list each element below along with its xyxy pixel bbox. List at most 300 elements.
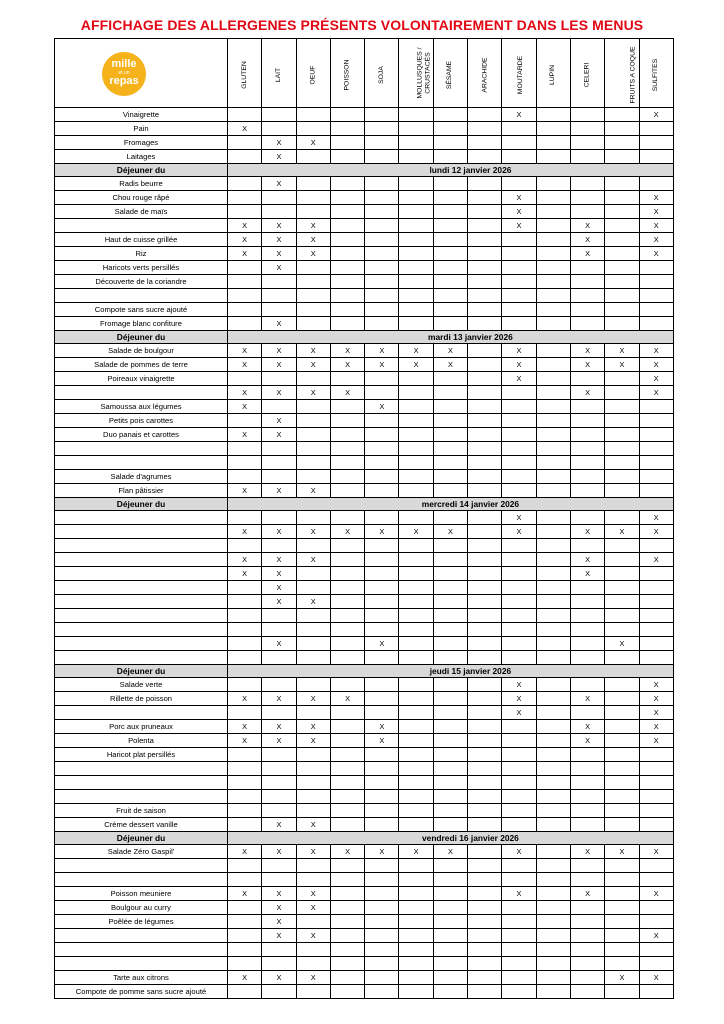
allergen-mark [570,303,604,317]
allergen-mark [468,539,502,553]
allergen-mark [570,623,604,637]
allergen-mark [468,303,502,317]
allergen-mark: X [330,344,364,358]
allergen-mark [399,623,433,637]
allergen-mark [228,957,262,971]
allergen-mark: X [262,358,296,372]
table-row [55,261,674,275]
allergen-mark: X [228,971,262,985]
allergen-mark: X [262,637,296,651]
allergen-mark [399,136,433,150]
allergen-mark [605,706,639,720]
dish-name [55,929,228,943]
allergen-mark [433,442,467,456]
allergen-mark: X [639,191,673,205]
dish-name: Haut de cuisse grillée [55,233,228,247]
dish-name [55,943,228,957]
allergen-mark [399,108,433,122]
allergen-mark [399,637,433,651]
allergen-mark: X [228,400,262,414]
allergen-mark [502,177,536,191]
allergen-mark [605,219,639,233]
allergen-mark [262,400,296,414]
allergen-mark [536,386,570,400]
allergen-mark [639,957,673,971]
dish-name: Vinaigrette [55,108,228,122]
allergen-mark [536,845,570,859]
allergen-mark: X [262,177,296,191]
allergen-mark [502,317,536,331]
allergen-mark: X [228,358,262,372]
table-row [55,887,674,901]
allergen-mark: X [639,372,673,386]
allergen-mark [570,790,604,804]
allergen-mark [330,804,364,818]
allergen-mark [399,985,433,999]
allergen-mark [536,595,570,609]
allergen-mark [536,581,570,595]
dish-name: Poisson meuniere [55,887,228,901]
table-row [55,177,674,191]
allergen-mark [296,442,330,456]
allergen-mark [570,539,604,553]
allergen-mark [296,539,330,553]
allergen-mark [262,985,296,999]
allergen-mark [365,651,399,665]
allergen-mark [296,400,330,414]
allergen-mark [639,456,673,470]
table-row [55,275,674,289]
allergen-mark: X [502,205,536,219]
dish-name [55,609,228,623]
allergen-mark [433,177,467,191]
allergen-mark [570,122,604,136]
allergen-mark [502,456,536,470]
allergen-mark [228,859,262,873]
allergen-mark [365,609,399,623]
allergen-mark [399,901,433,915]
allergen-mark [639,623,673,637]
allergen-mark: X [570,525,604,539]
day-label: Déjeuner du [55,832,228,845]
allergen-mark [330,651,364,665]
allergen-mark [536,177,570,191]
allergen-mark [365,943,399,957]
allergen-mark [365,108,399,122]
allergen-mark: X [228,344,262,358]
dish-name: Fruit de saison [55,804,228,818]
allergen-mark [228,150,262,164]
allergen-mark [330,511,364,525]
allergen-mark [536,567,570,581]
allergen-mark [605,108,639,122]
allergen-mark: X [262,915,296,929]
dish-name: Poêlée de légumes [55,915,228,929]
allergen-mark [502,804,536,818]
allergen-mark [262,762,296,776]
allergen-mark [468,929,502,943]
allergen-mark [262,289,296,303]
allergen-mark: X [262,971,296,985]
allergen-mark [433,637,467,651]
allergen-mark [433,386,467,400]
allergen-mark [605,818,639,832]
allergen-mark [433,734,467,748]
page-title: AFFICHAGE DES ALLERGENES PRÉSENTS VOLONTAIREMENT DANS LES MENUS [80,17,644,33]
allergen-mark [433,859,467,873]
table-row [55,637,674,651]
allergen-mark [296,678,330,692]
allergen-mark: X [262,901,296,915]
allergen-mark [365,372,399,386]
dish-name: Haricot plat persillés [55,748,228,762]
dish-name [55,219,228,233]
allergen-mark: X [570,358,604,372]
allergen-mark [228,609,262,623]
allergen-mark [365,122,399,136]
allergen-mark [330,261,364,275]
allergen-mark [365,887,399,901]
allergen-mark [262,442,296,456]
allergen-mark [502,414,536,428]
allergen-mark [296,372,330,386]
allergen-mark [605,275,639,289]
allergen-mark [228,539,262,553]
allergen-mark [605,386,639,400]
allergen-mark [330,609,364,623]
dish-name: Laitages [55,150,228,164]
allergen-mark [296,748,330,762]
allergen-mark [570,511,604,525]
table-row [55,776,674,790]
allergen-mark [468,358,502,372]
allergen-mark [502,818,536,832]
allergen-mark [570,317,604,331]
allergen-mark [228,261,262,275]
allergen-mark [468,150,502,164]
allergen-mark [639,790,673,804]
allergen-mark: X [296,818,330,832]
dish-name [55,873,228,887]
table-row [55,706,674,720]
dish-name [55,595,228,609]
allergen-mark [365,553,399,567]
allergen-mark: X [605,637,639,651]
dish-name [55,525,228,539]
allergen-mark [330,720,364,734]
allergen-mark [296,581,330,595]
allergen-mark [570,651,604,665]
allergen-mark [536,859,570,873]
allergen-mark [399,553,433,567]
allergen-mark [605,470,639,484]
allergen-mark [365,776,399,790]
allergen-mark [605,400,639,414]
dish-name [55,553,228,567]
allergen-mark [228,985,262,999]
allergen-mark [365,191,399,205]
allergen-mark [365,818,399,832]
dish-name: Poireaux vinaigrette [55,372,228,386]
dish-name: Salade de pommes de terre [55,358,228,372]
allergen-mark [433,678,467,692]
table-row [55,595,674,609]
dish-name: Radis beurre [55,177,228,191]
allergen-mark [502,790,536,804]
allergen-mark [330,943,364,957]
allergen-mark [262,651,296,665]
dish-name: Flan pâtissier [55,484,228,498]
allergen-mark [570,818,604,832]
dish-name: Samoussa aux légumes [55,400,228,414]
dish-name: Tarte aux citrons [55,971,228,985]
allergen-mark [536,957,570,971]
allergen-mark [570,595,604,609]
allergen-mark [399,177,433,191]
allergen-mark [570,859,604,873]
day-date: vendredi 16 janvier 2026 [228,832,674,845]
allergen-mark [570,873,604,887]
allergen-mark: X [639,205,673,219]
allergen-mark [570,957,604,971]
allergen-mark [468,442,502,456]
allergen-mark [365,901,399,915]
allergen-mark [365,205,399,219]
allergen-mark [433,150,467,164]
allergen-mark [330,289,364,303]
allergen-mark [605,303,639,317]
allergen-mark [639,804,673,818]
allergen-mark [228,177,262,191]
allergen-mark [639,400,673,414]
allergen-mark [296,567,330,581]
table-row [55,414,674,428]
allergen-mark: X [605,525,639,539]
allergen-mark [536,275,570,289]
allergen-mark [228,818,262,832]
allergen-mark [262,456,296,470]
allergen-header-label: OEUF [309,65,317,84]
allergen-mark: X [570,219,604,233]
allergen-mark [365,233,399,247]
allergen-mark [365,985,399,999]
allergen-mark [433,428,467,442]
allergen-mark: X [639,358,673,372]
allergen-mark [570,929,604,943]
allergen-mark [399,428,433,442]
allergen-mark [605,985,639,999]
allergen-mark [605,651,639,665]
allergen-mark [468,191,502,205]
allergen-mark: X [639,971,673,985]
allergen-mark: X [228,567,262,581]
allergen-mark [262,706,296,720]
allergen-mark [365,219,399,233]
allergen-mark [433,539,467,553]
allergen-mark: X [296,734,330,748]
allergen-mark [468,470,502,484]
allergen-mark [262,623,296,637]
allergen-mark: X [570,247,604,261]
allergen-mark [262,205,296,219]
table-row [55,484,674,498]
allergen-mark: X [262,692,296,706]
allergen-mark [605,456,639,470]
allergen-mark: X [639,720,673,734]
allergen-mark [330,136,364,150]
dish-name [55,456,228,470]
allergen-mark [468,275,502,289]
allergen-mark [468,553,502,567]
allergen-mark [605,957,639,971]
allergen-mark [468,651,502,665]
allergen-mark [570,748,604,762]
allergen-mark: X [228,484,262,498]
allergen-mark [468,748,502,762]
allergen-mark: X [502,372,536,386]
allergen-mark: X [228,845,262,859]
allergen-mark [536,344,570,358]
allergen-mark [365,692,399,706]
allergen-mark: X [365,358,399,372]
table-row [55,762,674,776]
allergen-mark: X [262,553,296,567]
allergen-mark [330,985,364,999]
allergen-mark [296,943,330,957]
dish-name: Haricots verts persillés [55,261,228,275]
allergen-mark [536,289,570,303]
allergen-mark [536,706,570,720]
allergen-mark [296,289,330,303]
dish-name: Compote sans sucre ajouté [55,303,228,317]
allergen-mark [433,623,467,637]
allergen-mark [605,442,639,456]
allergen-mark [433,303,467,317]
allergen-mark [536,122,570,136]
allergen-mark [570,442,604,456]
allergen-mark [365,456,399,470]
allergen-mark [365,247,399,261]
allergen-mark [399,317,433,331]
allergen-mark [639,567,673,581]
allergen-mark [433,818,467,832]
allergen-mark [433,651,467,665]
dish-name: Fromages [55,136,228,150]
allergen-mark [536,651,570,665]
allergen-mark [639,470,673,484]
allergen-mark [468,122,502,136]
allergen-mark [330,470,364,484]
allergen-mark [639,136,673,150]
allergen-mark [399,651,433,665]
allergen-mark [228,623,262,637]
allergen-mark [605,372,639,386]
allergen-mark [502,261,536,275]
table-row [55,553,674,567]
allergen-mark: X [262,414,296,428]
allergen-mark [570,706,604,720]
dish-name: Salade de maïs [55,205,228,219]
allergen-mark [330,317,364,331]
dish-name [55,386,228,400]
allergen-mark [570,915,604,929]
allergen-mark: X [228,734,262,748]
table-row [55,748,674,762]
allergen-mark [399,442,433,456]
allergen-mark [365,748,399,762]
table-row [55,692,674,706]
allergen-mark: X [296,553,330,567]
allergen-mark [433,511,467,525]
allergen-mark [262,372,296,386]
allergen-mark [330,233,364,247]
allergen-mark [296,191,330,205]
allergen-mark [399,191,433,205]
allergen-mark [228,456,262,470]
allergen-mark [468,845,502,859]
allergen-mark [468,386,502,400]
dish-name: Pain [55,122,228,136]
allergen-mark [570,804,604,818]
allergen-mark [536,678,570,692]
allergen-mark [365,929,399,943]
allergen-mark [639,442,673,456]
allergen-mark [639,428,673,442]
allergen-mark [399,567,433,581]
table-row [55,678,674,692]
allergen-mark [399,400,433,414]
allergen-mark [502,275,536,289]
dish-name: Petits pois carottes [55,414,228,428]
dish-name [55,651,228,665]
allergen-mark [536,776,570,790]
allergen-mark [570,971,604,985]
allergen-mark [228,511,262,525]
allergen-mark [502,400,536,414]
allergen-mark [296,776,330,790]
allergen-mark: X [639,108,673,122]
allergen-mark [605,678,639,692]
allergen-mark [536,150,570,164]
logo-text-repas: repas [109,75,139,87]
allergen-mark [228,108,262,122]
dish-name: Chou rouge râpé [55,191,228,205]
allergen-mark: X [262,818,296,832]
allergen-mark: X [639,344,673,358]
allergen-mark [605,261,639,275]
allergen-mark [605,428,639,442]
table-row [55,442,674,456]
allergen-mark: X [296,845,330,859]
allergen-mark [502,859,536,873]
allergen-mark: X [399,845,433,859]
allergen-mark [468,609,502,623]
table-row [55,108,674,122]
dish-name: Salade Zéro Gaspil' [55,845,228,859]
allergen-mark: X [296,219,330,233]
allergen-mark [605,720,639,734]
allergen-mark [228,317,262,331]
allergen-mark [433,553,467,567]
allergen-mark [536,720,570,734]
allergen-mark [433,567,467,581]
allergen-mark [433,887,467,901]
allergen-mark [639,595,673,609]
allergen-mark [433,108,467,122]
allergen-mark: X [330,692,364,706]
allergen-mark [433,414,467,428]
allergen-mark [639,859,673,873]
